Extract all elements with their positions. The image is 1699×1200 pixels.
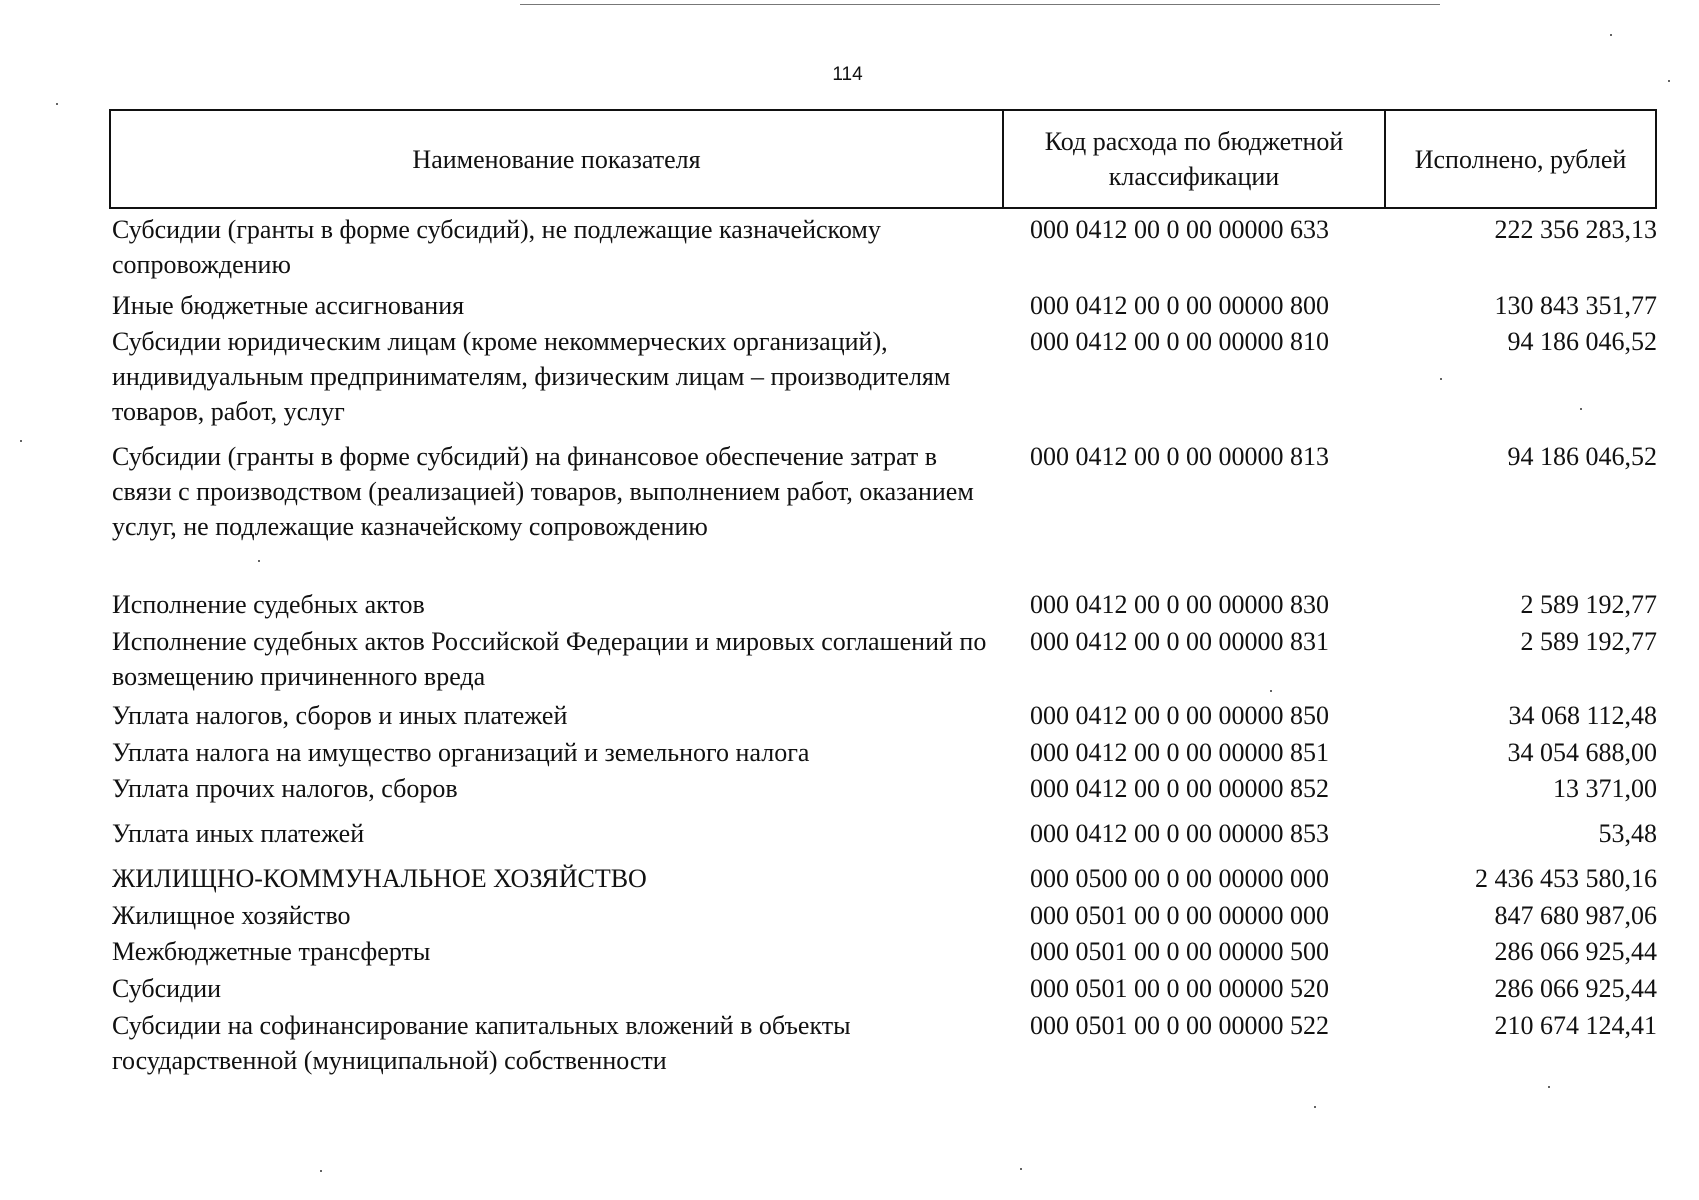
row-code: 000 0412 00 0 00 00000 800	[1030, 291, 1329, 320]
row-name: Межбюджетные трансферты	[112, 937, 431, 966]
row-code: 000 0501 00 0 00 00000 000	[1030, 901, 1329, 930]
header-name: Наименование показателя	[111, 111, 1004, 207]
row-name: ЖИЛИЩНО-КОММУНАЛЬНОЕ ХОЗЯЙСТВО	[112, 864, 647, 893]
scan-speck	[258, 560, 260, 562]
page-number: 114	[832, 64, 863, 85]
row-name: Уплата налогов, сборов и иных платежей	[112, 701, 568, 730]
row-amount: 13 371,00	[1553, 774, 1657, 803]
row-code: 000 0501 00 0 00 00000 522	[1030, 1011, 1329, 1040]
row-amount: 847 680 987,06	[1494, 901, 1657, 930]
row-amount: 53,48	[1598, 819, 1657, 848]
scan-speck	[1270, 690, 1272, 692]
row-code: 000 0500 00 0 00 00000 000	[1030, 864, 1329, 893]
row-name: Жилищное хозяйство	[112, 901, 351, 930]
row-code: 000 0501 00 0 00 00000 500	[1030, 937, 1329, 966]
scan-speck	[1548, 1086, 1550, 1088]
row-amount: 286 066 925,44	[1494, 937, 1657, 966]
row-amount: 34 068 112,48	[1508, 701, 1657, 730]
row-name: Субсидии на софинансирование капитальных вложений в объекты государственной (муниципальной) собственности	[112, 1011, 851, 1075]
scan-speck	[1314, 1106, 1316, 1108]
row-amount: 2 589 192,77	[1520, 590, 1657, 619]
row-code: 000 0412 00 0 00 00000 852	[1030, 774, 1329, 803]
scan-speck	[1020, 1168, 1022, 1170]
row-code: 000 0501 00 0 00 00000 520	[1030, 974, 1329, 1003]
header-code: Код расхода по бюджетной классификации	[1004, 111, 1386, 207]
scan-speck	[20, 440, 22, 442]
row-name: Уплата налога на имущество организаций и земельного налога	[112, 738, 810, 767]
row-code: 000 0412 00 0 00 00000 830	[1030, 590, 1329, 619]
row-code: 000 0412 00 0 00 00000 831	[1030, 627, 1329, 656]
row-code: 000 0412 00 0 00 00000 853	[1030, 819, 1329, 848]
row-code: 000 0412 00 0 00 00000 633	[1030, 215, 1329, 244]
row-name: Уплата иных платежей	[112, 819, 365, 848]
scan-speck	[1610, 34, 1612, 36]
row-code: 000 0412 00 0 00 00000 850	[1030, 701, 1329, 730]
header-executed: Исполнено, рублей	[1414, 144, 1627, 174]
row-name: Субсидии (гранты в форме субсидий) на финансовое обеспечение затрат в связи с производством (реализацией) товаров, выполнением работ, оказанием услуг, не подлежащие казначейскому сопровождению	[112, 442, 974, 541]
row-name: Исполнение судебных актов Российской Федерации и мировых соглашений по возмещению причиненного вреда	[112, 627, 987, 691]
row-code: 000 0412 00 0 00 00000 810	[1030, 327, 1329, 356]
scan-speck	[1580, 408, 1582, 410]
scan-speck	[1440, 378, 1442, 380]
row-amount: 2 436 453 580,16	[1475, 864, 1657, 893]
scan-speck	[320, 1170, 322, 1172]
row-name: Субсидии (гранты в форме субсидий), не подлежащие казначейскому сопровождению	[112, 215, 881, 279]
row-amount: 94 186 046,52	[1507, 442, 1657, 471]
scan-speck	[1668, 80, 1670, 82]
row-amount: 34 054 688,00	[1507, 738, 1657, 767]
table-header	[109, 109, 1657, 209]
row-name: Субсидии юридическим лицам (кроме некоммерческих организаций), индивидуальным предпринимателям, физическим лицам – производителям товаров, работ, услуг	[112, 327, 951, 426]
row-name: Иные бюджетные ассигнования	[112, 291, 465, 320]
top-scan-rule	[520, 4, 1440, 5]
row-amount: 130 843 351,77	[1494, 291, 1657, 320]
row-code: 000 0412 00 0 00 00000 813	[1030, 442, 1329, 471]
row-amount: 2 589 192,77	[1520, 627, 1657, 656]
row-name: Исполнение судебных актов	[112, 590, 425, 619]
row-amount: 94 186 046,52	[1507, 327, 1657, 356]
row-name: Уплата прочих налогов, сборов	[112, 774, 458, 803]
row-amount: 210 674 124,41	[1494, 1011, 1657, 1040]
row-name: Субсидии	[112, 974, 222, 1003]
row-code: 000 0412 00 0 00 00000 851	[1030, 738, 1329, 767]
scan-speck	[56, 103, 58, 105]
row-amount: 286 066 925,44	[1494, 974, 1657, 1003]
row-amount: 222 356 283,13	[1494, 215, 1657, 244]
